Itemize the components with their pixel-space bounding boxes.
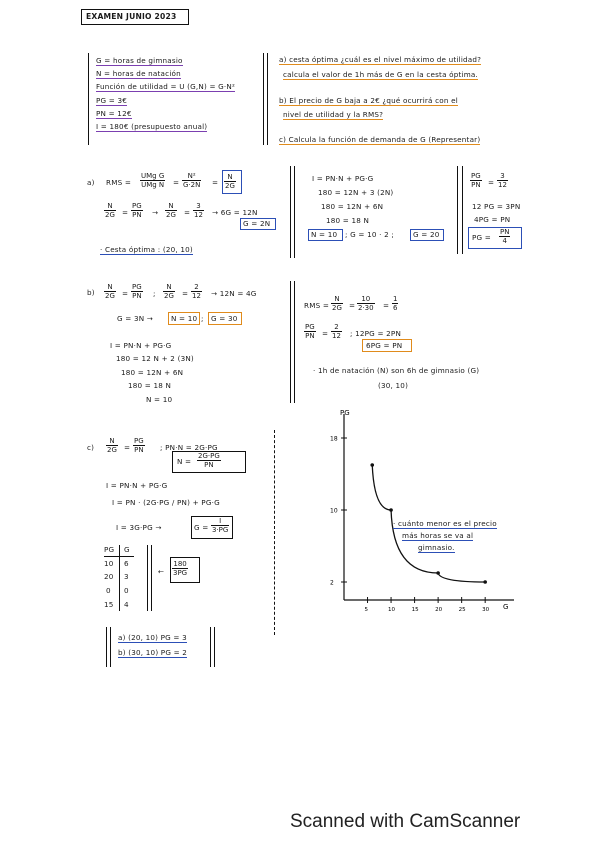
frac-num: PG — [471, 172, 481, 180]
camscanner-watermark: Scanned with CamScanner — [290, 811, 521, 832]
frac-num: 3 — [497, 172, 508, 181]
y-tick-label: 2 — [330, 579, 334, 587]
frac-num: PG — [134, 437, 144, 445]
summary-bracket-left-2 — [110, 627, 111, 667]
frac-den: 12 — [332, 332, 341, 340]
frac-num: 3 — [193, 202, 204, 211]
frac-den: PN — [132, 292, 142, 300]
part-a-rms-frac2 — [182, 172, 201, 189]
table-col-rule — [119, 545, 120, 611]
frac-den: PN — [134, 446, 144, 454]
part-c-line-1: I = PN·N + PG·G — [106, 481, 168, 490]
data-point — [370, 463, 374, 467]
equals: = — [349, 301, 356, 310]
x-tick-label: 25 — [458, 607, 466, 613]
equals: = — [122, 289, 129, 298]
frac-num: UMg G — [141, 172, 165, 180]
summary-a: a) (20, 10) PG = 3 — [118, 633, 187, 642]
part-c-line-3: I = 3G·PG → — [116, 523, 162, 532]
part-a-right-frac2 — [497, 172, 508, 189]
def-pg: PG = 3€ — [96, 96, 128, 105]
frac-num: N — [104, 202, 116, 211]
part-b-pg-result: 6PG = PN — [366, 341, 403, 350]
frac-num: 2G·PG — [198, 452, 220, 460]
frac-den: 2G — [107, 446, 117, 454]
equals: = — [182, 289, 189, 298]
part-a-right-l2: 4PG = PN — [474, 215, 511, 224]
equals: = — [173, 178, 180, 187]
part-b-pg-f2 — [331, 323, 342, 340]
frac-num: 180 — [173, 560, 187, 568]
equals: = — [322, 329, 329, 338]
part-b-line2: G = 3N → — [117, 314, 154, 323]
frac-den: 3PG — [173, 569, 188, 577]
data-point — [436, 571, 440, 575]
definitions-bracket-right — [263, 53, 264, 145]
part-a-l2-result: → 6G = 12N — [212, 208, 258, 217]
equals: = — [212, 178, 219, 187]
side-formula — [172, 560, 188, 577]
part-c-label: c) — [87, 443, 95, 452]
frac-den: PN — [471, 181, 481, 189]
part-b-rms-f2 — [357, 295, 375, 312]
part-a-l2-f4 — [193, 202, 204, 219]
frac-den: 12 — [192, 292, 201, 300]
part-b-f1 — [104, 283, 116, 300]
equals: = — [383, 301, 390, 310]
semicolon: ; — [201, 314, 204, 323]
part-b-rms-f3 — [392, 295, 398, 312]
part-a-rms-frac1 — [140, 172, 165, 189]
frac-num: N — [165, 202, 177, 211]
part-a-right-box-label: PG = — [472, 233, 492, 242]
part-b-pg-f1 — [304, 323, 316, 340]
frac-num: 1 — [393, 295, 398, 303]
def-g: G = horas de gimnasio — [96, 56, 183, 65]
part-c-pn-eq: ; PN·N = 2G·PG — [160, 443, 218, 452]
table-bracket — [147, 545, 148, 611]
frac-den: 3·PG — [212, 526, 229, 534]
arrow: → — [152, 208, 159, 217]
part-c-f1 — [106, 437, 118, 454]
part-b-budget-3: 180 = 12N + 6N — [121, 368, 184, 377]
part-a-rms-result — [224, 173, 236, 190]
table-cell: 3 — [124, 572, 129, 581]
part-b-budget-1: I = PN·N + PG·G — [110, 341, 172, 350]
data-point — [483, 580, 487, 584]
frac-den: 6 — [393, 304, 398, 312]
question-c: c) Calcula la función de demanda de G (Representar) — [279, 135, 481, 144]
part-a-g-text: ; G = 10 · 2 ; — [345, 230, 394, 239]
part-c-n-frac — [197, 452, 221, 469]
exam-title: EXAMEN JUNIO 2023 — [86, 12, 177, 21]
frac-num: 2 — [191, 283, 202, 292]
frac-den: PN — [132, 211, 142, 219]
equals: = — [184, 208, 191, 217]
part-c-g-label: G = — [194, 523, 209, 532]
part-a-l2-f3 — [165, 202, 177, 219]
question-b-2: nivel de utilidad y la RMS? — [283, 110, 384, 119]
part-a-l2-f1 — [104, 202, 116, 219]
part-a-cesta: · Cesta óptima : (20, 10) — [100, 245, 193, 254]
frac-den: 12 — [498, 181, 507, 189]
summary-bracket-left — [106, 627, 107, 667]
part-b-pg-eq: ; 12PG = 2PN — [350, 329, 402, 338]
part-b-note-2: (30, 10) — [378, 381, 409, 390]
frac-den: 2G — [225, 182, 235, 190]
question-a-1: a) cesta óptima ¿cuál es el nivel máximo de utilidad? — [279, 55, 482, 64]
table-cell: 10 — [104, 559, 114, 568]
x-tick-label: 5 — [364, 607, 369, 613]
table-header-pg: PG — [104, 545, 115, 554]
frac-den: 4 — [502, 237, 507, 245]
y-tick-label: 18 — [330, 435, 338, 443]
frac-num: PN — [500, 228, 510, 236]
part-a-l2-f2 — [131, 202, 143, 219]
part-b-f2 — [131, 283, 143, 300]
def-utility: Función de utilidad = U (G,N) = G·N² — [96, 82, 236, 91]
part-a-right-frac1 — [470, 172, 482, 189]
table-cell: 0 — [106, 586, 111, 595]
part-a-right-divider-2 — [462, 166, 463, 254]
part-b-f4 — [191, 283, 202, 300]
frac-den: PN — [305, 332, 315, 340]
equals: = — [488, 178, 495, 187]
frac-den: 2G — [105, 292, 115, 300]
table-header-g: G — [124, 545, 130, 554]
part-a-right-box-frac — [499, 228, 510, 245]
question-a-2: calcula el valor de 1h más de G en la cesta óptima. — [283, 70, 479, 79]
part-a-rms: RMS = — [106, 178, 132, 187]
part-a-divider-2 — [294, 166, 295, 258]
equals: = — [124, 443, 131, 452]
frac-den: 2G — [332, 304, 342, 312]
part-a-right-divider — [457, 166, 458, 254]
table-bracket-2 — [151, 545, 152, 611]
table-arrow: ← — [158, 567, 165, 576]
def-n: N = horas de natación — [96, 69, 181, 78]
frac-den: 2G — [166, 211, 176, 219]
frac-num: N — [106, 437, 118, 446]
frac-num: PG — [132, 283, 142, 291]
part-b-arrow: → 12N = 4G — [211, 289, 257, 298]
frac-num: N — [224, 173, 236, 182]
part-a-n-result: N = 10 — [311, 230, 338, 239]
table-cell: 15 — [104, 600, 114, 609]
frac-den: 2G — [105, 211, 115, 219]
result: 6G = 12N — [220, 208, 258, 217]
part-b-budget-2: 180 = 12 N + 2 (3N) — [116, 354, 194, 363]
table-cell: 20 — [104, 572, 114, 581]
frac-num: PG — [132, 202, 142, 210]
frac-den: UMg N — [141, 181, 165, 189]
graph-y-label: PG — [340, 409, 350, 417]
frac-num: N — [104, 283, 116, 292]
part-a-g-eq: G = 2N — [243, 219, 271, 228]
part-a-budget-1: I = PN·N + PG·G — [312, 174, 374, 183]
graph-note-2: más horas se va al — [402, 531, 474, 540]
part-a-right-l1: 12 PG = 3PN — [472, 202, 521, 211]
part-a-budget-4: 180 = 18 N — [326, 216, 370, 225]
frac-num: N — [331, 295, 343, 304]
summary-b: b) (30, 10) PG = 2 — [118, 648, 188, 657]
def-income: I = 180€ (presupuesto anual) — [96, 122, 208, 131]
table-cell: 6 — [124, 559, 129, 568]
part-b-budget-4: 180 = 18 N — [128, 381, 172, 390]
part-b-rms-f1 — [331, 295, 343, 312]
part-b-divider — [290, 281, 291, 403]
data-point — [389, 508, 393, 512]
x-tick-label: 30 — [482, 607, 490, 613]
graph-note-3: gimnasio. — [418, 543, 455, 552]
part-b-note-1: · 1h de natación (N) son 6h de gimnasio (G) — [313, 366, 480, 375]
frac-num: 10 — [357, 295, 375, 304]
part-b-divider-2 — [294, 281, 295, 403]
semicolon: ; — [153, 289, 156, 298]
part-b-f3 — [163, 283, 175, 300]
x-tick-label: 10 — [388, 607, 396, 613]
frac-den: PN — [204, 461, 214, 469]
frac-num: 2 — [331, 323, 342, 332]
part-a-budget-3: 180 = 12N + 6N — [321, 202, 384, 211]
part-c-line-2: I = PN · (2G·PG / PN) + PG·G — [112, 498, 220, 507]
equals: = — [122, 208, 129, 217]
part-b-rms: RMS = — [304, 301, 330, 310]
part-a-divider — [290, 166, 291, 258]
frac-den: 2·30 — [358, 304, 374, 312]
part-b-n-result: N = 10 — [171, 314, 198, 323]
question-b-1: b) El precio de G baja a 2€ ¿qué ocurrirá con el — [279, 96, 458, 105]
part-b-label: b) — [87, 288, 95, 297]
summary-bracket-right — [210, 627, 211, 667]
part-a-label: a) — [87, 178, 95, 187]
x-tick-label: 15 — [411, 607, 419, 613]
part-a-g-result: G = 20 — [413, 230, 440, 239]
graph-x-label: G — [503, 603, 509, 611]
frac-den: 12 — [194, 211, 203, 219]
frac-den: 2G — [164, 292, 174, 300]
part-c-n-label: N = — [177, 457, 192, 466]
x-tick-label: 20 — [435, 607, 443, 613]
part-b-g-result: G = 30 — [211, 314, 238, 323]
part-c-g-frac — [211, 517, 229, 534]
summary-bracket-right-2 — [214, 627, 215, 667]
frac-num: N — [163, 283, 175, 292]
part-a-budget-2: 180 = 12N + 3 (2N) — [318, 188, 394, 197]
part-b-budget-5: N = 10 — [146, 395, 173, 404]
frac-num: I — [211, 517, 229, 526]
definitions-bracket-right-2 — [267, 53, 268, 145]
frac-den: G·2N — [183, 181, 201, 189]
def-pn: PN = 12€ — [96, 109, 132, 118]
definitions-bracket — [88, 53, 89, 145]
table-cell: 0 — [124, 586, 129, 595]
part-c-divider — [274, 430, 275, 635]
frac-num: PG — [305, 323, 315, 331]
graph-note-1: · cuánto menor es el precio — [393, 519, 497, 528]
table-cell: 4 — [124, 600, 129, 609]
frac-num: N² — [182, 172, 201, 181]
y-tick-label: 10 — [330, 507, 338, 515]
part-c-f2 — [133, 437, 145, 454]
